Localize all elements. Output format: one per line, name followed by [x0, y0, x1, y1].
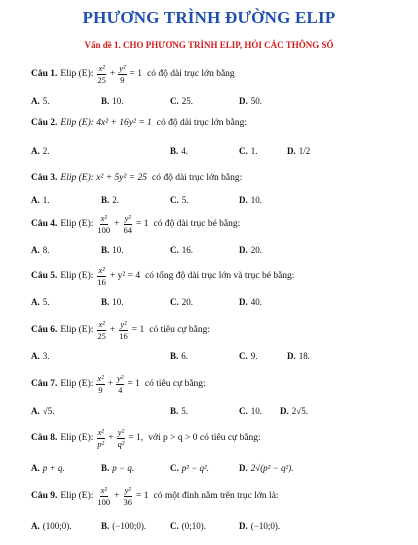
question-label: Câu 9. [31, 491, 58, 501]
question-prefix: Elip (E): [60, 379, 94, 389]
question-label: Câu 1. [31, 69, 58, 79]
fraction: $\frac{\text{x²}}{100}$ [97, 213, 111, 235]
answer-c[interactable]: C. p² − q². [170, 463, 209, 473]
question-text: với p > q > 0 có tiêu cự bằng: [148, 433, 261, 443]
question-text: có tổng độ dài trục lớn và trục bé bằng: [145, 271, 295, 281]
answer-d[interactable]: D. 1/2 [287, 146, 311, 156]
question-9: Câu 9. Elip (E): $\frac{\text{x²}}{100}$ + $\frac{\text{y²}}{36}$ = 1 có một đỉnh nằm trên trục lớn là: [31, 485, 279, 507]
question-8: Câu 8. Elip (E): $\frac{\text{x²}}{\text{p²}}$ + $\frac{\text{y²}}{\text{q²}}$ = 1, với p > q > 0 có tiêu cự bằng: [31, 427, 261, 449]
answer-c[interactable]: C. 20. [170, 297, 193, 307]
answer-a[interactable]: A. p + q. [31, 463, 65, 473]
fraction: $\frac{\text{x²}}{16}$ [97, 265, 106, 287]
fraction: $\frac{\text{y²}}{9}$ [119, 63, 126, 85]
question-prefix: Elip (E): [60, 219, 94, 229]
answer-d[interactable]: D. 2√(p² − q²). [239, 463, 294, 473]
question-6: Câu 6. Elip (E): $\frac{\text{x²}}{25}$ + $\frac{\text{y²}}{16}$ = 1 có tiêu cự bằng: [31, 319, 211, 341]
answer-a[interactable]: A. 1. [31, 195, 50, 205]
question-text: có độ dài trục bé bằng: [153, 219, 241, 229]
question-prefix: Elip (E): [60, 433, 94, 443]
answer-c[interactable]: C. 1. [239, 146, 258, 156]
fraction: $\frac{\text{y²}}{4}$ [117, 373, 124, 395]
question-3 [31, 166, 242, 190]
answer-b[interactable]: B. 4. [170, 146, 189, 156]
answer-d[interactable]: D. 18. [287, 351, 310, 361]
question-label: Câu 5. [31, 271, 58, 281]
answer-c[interactable]: C. 25. [170, 96, 193, 106]
question-text: có tiêu cự bằng: [149, 325, 211, 335]
fraction: $\frac{\text{x²}}{\text{p²}}$ [97, 427, 105, 449]
answer-a[interactable]: A. 5. [31, 96, 50, 106]
answer-c[interactable]: C. 10. [239, 406, 262, 416]
answer-a[interactable]: A. √5. [31, 406, 55, 416]
answer-b[interactable]: B. 5. [170, 406, 189, 416]
question-prefix: Elip (E): x² + 5y² = 25 [60, 173, 147, 183]
question-2 [31, 111, 247, 135]
answer-b[interactable]: B. 10. [101, 96, 124, 106]
fraction: $\frac{\text{y²}}{16}$ [119, 319, 128, 341]
question-text: có độ dài trục lớn bằng [147, 69, 235, 79]
question-label: Câu 6. [31, 325, 58, 335]
answer-b[interactable]: B. 10. [101, 297, 124, 307]
answer-b[interactable]: B. 2. [101, 195, 120, 205]
answer-c[interactable]: C. 5. [170, 195, 189, 205]
answer-a[interactable]: A. 2. [31, 146, 50, 156]
answer-a[interactable]: A. 8. [31, 245, 50, 255]
question-4: Câu 4. Elip (E): $\frac{\text{x²}}{100}$ + $\frac{\text{y²}}{64}$ = 1 có độ dài trục bé bằng: [31, 213, 241, 235]
fraction: $\frac{\text{x²}}{25}$ [97, 63, 106, 85]
answer-a[interactable]: A. 3. [31, 351, 50, 361]
answer-b[interactable]: B. 10. [101, 245, 124, 255]
fraction: $\frac{\text{x²}}{25}$ [97, 319, 106, 341]
fraction: $\frac{\text{y²}}{\text{q²}}$ [117, 427, 125, 449]
fraction: $\frac{\text{y²}}{36}$ [123, 485, 132, 507]
answer-d[interactable]: D. 20. [239, 245, 262, 255]
page-title: PHƯƠNG TRÌNH ĐƯỜNG ELIP [82, 8, 336, 27]
section-subtitle: Vấn đề 1. CHO PHƯƠNG TRÌNH ELIP, HỎI CÁC THÔNG SỐ [84, 40, 334, 50]
question-7: Câu 7. Elip (E): $\frac{\text{x²}}{9}$ + $\frac{\text{y²}}{4}$ = 1 có tiêu cự bằng: [31, 373, 206, 395]
question-label: Câu 4. [31, 219, 58, 229]
answer-d[interactable]: D. 50. [239, 96, 262, 106]
answer-b[interactable]: B. p − q. [101, 463, 135, 473]
question-label: Câu 2. [31, 118, 58, 128]
question-label: Câu 7. [31, 379, 58, 389]
answer-c[interactable]: C. (0;10). [170, 521, 206, 531]
answer-d[interactable]: D. 40. [239, 297, 262, 307]
question-label: Câu 8. [31, 433, 58, 443]
question-prefix: Elip (E): [60, 491, 94, 501]
answer-a[interactable]: A. (100;0). [31, 521, 72, 531]
question-5: Câu 5. Elip (E): $\frac{\text{x²}}{16}$ + y² = 4 có tổng độ dài trục lớn và trục bé bằng: [31, 265, 295, 287]
fraction: $\frac{\text{x²}}{9}$ [97, 373, 104, 395]
answer-b[interactable]: B. 6. [170, 351, 189, 361]
answer-d[interactable]: D. 10. [239, 195, 262, 205]
question-prefix: Elip (E): [60, 69, 94, 79]
answer-a[interactable]: A. 5. [31, 297, 50, 307]
answer-c[interactable]: C. 9. [239, 351, 258, 361]
question-prefix: Elip (E): [60, 271, 94, 281]
question-label: Câu 3. [31, 173, 58, 183]
fraction: $\frac{\text{x²}}{100}$ [97, 485, 111, 507]
question-text: có tiêu cự bằng: [144, 379, 206, 389]
question-text: có một đỉnh nằm trên trục lớn là: [153, 491, 279, 501]
question-1: Câu 1. Elip (E): $\frac{\text{x²}}{25}$ + $\frac{\text{y²}}{9}$ = 1 có độ dài trục lớn bằng [31, 63, 235, 85]
answer-b[interactable]: B. (−100;0). [101, 521, 147, 531]
answer-c[interactable]: C. 16. [170, 245, 193, 255]
answer-d[interactable]: D. (−10;0). [239, 521, 281, 531]
question-text: có độ dài trục lớn bằng: [151, 173, 243, 183]
question-text: có độ dài trục lớn bằng: [156, 118, 247, 128]
question-prefix: Elip (E): [60, 325, 94, 335]
fraction: $\frac{\text{y²}}{64}$ [123, 213, 132, 235]
question-prefix: Elip (E): 4x² + 16y² = 1 [60, 118, 152, 128]
answer-d[interactable]: D. 2√5. [280, 406, 308, 416]
